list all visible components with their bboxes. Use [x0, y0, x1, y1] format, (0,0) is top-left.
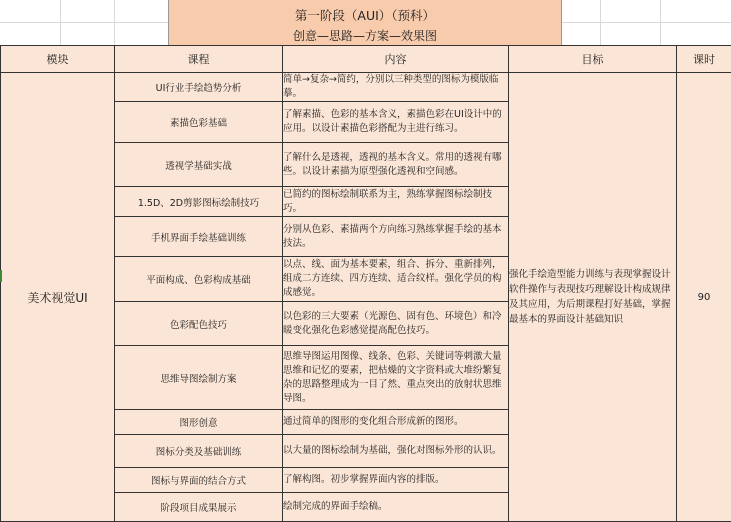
course-cell[interactable]: 素描色彩基础: [115, 102, 283, 143]
grid-line: [114, 0, 115, 45]
course-cell[interactable]: 图形创意: [115, 410, 283, 435]
row-marker: [0, 270, 2, 282]
header-row: [1, 46, 731, 73]
grid-line: [660, 0, 661, 45]
content-cell[interactable]: 以色彩的三大要素（光源色、固有色、环境色）和冷暖变化强化色彩感觉提高配色技巧。: [283, 302, 509, 346]
content-cell[interactable]: 了解构图。初步掌握界面内容的排版。: [283, 468, 509, 493]
course-cell[interactable]: 平面构成、色彩构成基础: [115, 257, 283, 302]
course-cell[interactable]: 思维导图绘制方案: [115, 346, 283, 410]
content-cell[interactable]: 以大量的图标绘制为基础，强化对图标外形的认识。: [283, 435, 509, 468]
course-cell[interactable]: 透视学基础实战: [115, 143, 283, 187]
header-module[interactable]: 模块: [1, 46, 115, 73]
grid-line: [60, 0, 61, 45]
course-cell[interactable]: 阶段项目成果展示: [115, 493, 283, 522]
header-goal[interactable]: 目标: [509, 46, 677, 73]
table-row: [1, 73, 731, 102]
course-cell[interactable]: 1.5D、2D剪影图标绘制技巧: [115, 187, 283, 217]
stage-subtitle: 创意—思路—方案—效果图: [169, 27, 561, 44]
content-cell[interactable]: 思维导图运用图像、线条、色彩、关键词等刺激大量思维和记忆的要素，把枯燥的文字资料或大堆纷繁复杂的思路整理成为一目了然、重点突出的放射状思维导图。: [283, 346, 509, 410]
content-cell[interactable]: 简单→复杂→简约，分别以三种类型的图标为模版临摹。: [283, 73, 509, 102]
header-course[interactable]: 课程: [115, 46, 283, 73]
content-cell[interactable]: 已简约的图标绘制联系为主，熟练掌握图标绘制技巧。: [283, 187, 509, 217]
grid-line: [600, 0, 601, 45]
content-cell[interactable]: 分别从色彩、素描两个方向练习熟练掌握手绘的基本技法。: [283, 217, 509, 257]
stage-title: 第一阶段（AUI）（预科）: [169, 6, 561, 24]
content-cell[interactable]: 了解什么是透视，透视的基本含义。常用的透视有哪些。以设计素描为原型强化透视和空间感。: [283, 143, 509, 187]
course-cell[interactable]: 图标分类及基础训练: [115, 435, 283, 468]
header-content[interactable]: 内容: [283, 46, 509, 73]
content-cell[interactable]: 通过简单的图形的变化组合形成新的图形。: [283, 410, 509, 435]
module-cell[interactable]: 美术视觉UI: [1, 73, 115, 522]
course-cell[interactable]: 手机界面手绘基础训练: [115, 217, 283, 257]
goal-cell[interactable]: 强化手绘造型能力训练与表现掌握设计软件操作与表现技巧理解设计构成规律及其应用，为后期课程打好基础，掌握最基本的界面设计基础知识: [509, 73, 677, 522]
content-cell[interactable]: 了解素描、色彩的基本含义，素描色彩在UI设计中的应用。以设计素描色彩搭配为主进行练习。: [283, 102, 509, 143]
content-cell[interactable]: 绘制完成的界面手绘稿。: [283, 493, 509, 522]
stage-banner[interactable]: [168, 0, 562, 45]
header-hours[interactable]: 课时: [677, 46, 731, 73]
course-cell[interactable]: UI行业手绘趋势分析: [115, 73, 283, 102]
curriculum-table: [0, 45, 731, 522]
content-cell[interactable]: 以点、线、面为基本要素，组合、拆分、重新排列，组成二方连续、四方连续、适合纹样。强化学员的构成感觉。: [283, 257, 509, 302]
course-cell[interactable]: 色彩配色技巧: [115, 302, 283, 346]
hours-cell[interactable]: 90: [677, 73, 731, 522]
course-cell[interactable]: 图标与界面的结合方式: [115, 468, 283, 493]
